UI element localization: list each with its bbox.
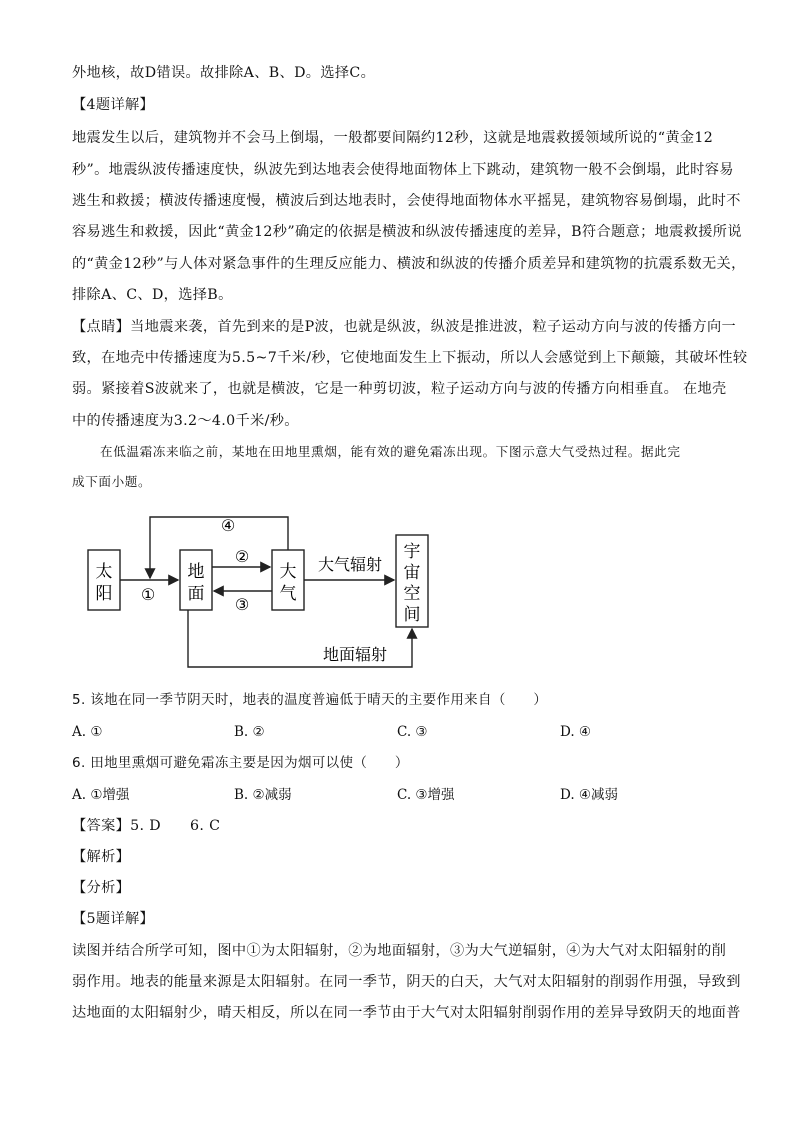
question-6-option-d[interactable]: D. ④减弱 <box>560 787 619 803</box>
question-5-option-c[interactable]: C. ③ <box>397 724 428 740</box>
detail-5-line-1: 读图并结合所学可知，图中①为太阳辐射，②为地面辐射，③为大气逆辐射，④为大气对太阳辐射的削 <box>72 943 727 959</box>
ground-radiation-label: 地面辐射 <box>322 645 388 664</box>
answer-line <box>72 816 722 836</box>
answer-value: 5. D 6. C <box>130 818 221 834</box>
tip-line-4: 中的传播速度为3.2～4.0千米/秒。 <box>72 413 299 429</box>
ground-label-2: 面 <box>187 584 205 604</box>
space-label-2: 宙 <box>403 563 421 583</box>
analysis-heading: 【解析】 <box>72 849 131 865</box>
atmosphere-heating-diagram <box>80 505 440 675</box>
ground-label-1: 地 <box>187 562 205 582</box>
label-3: ③ <box>234 595 250 614</box>
passage-line-2: 成下面小题。 <box>72 474 152 489</box>
question-6-option-c[interactable]: C. ③增强 <box>397 787 455 803</box>
text-line-8: 排除A、C、D，选择B。 <box>72 287 233 303</box>
text-line-1: 外地核，故D错误。故排除A、B、D。选择C。 <box>72 65 376 81</box>
section-heading-q5: 【5题详解】 <box>72 911 155 927</box>
detail-5-line-2: 弱作用。地表的能量来源是太阳辐射。在同一季节，阴天的白天，大气对太阳辐射的削弱作用强，导致到 <box>72 974 741 990</box>
tip-line-3: 弱。紧接着S波就来了，也就是横波，它是一种剪切波，粒子运动方向与波的传播方向相垂直。 在地壳 <box>72 381 727 397</box>
analysis-subheading: 【分析】 <box>72 880 131 896</box>
text-line-4: 秒”。地震纵波传播速度快，纵波先到达地表会使得地面物体上下跳动，建筑物一般不会倒塌，此时容易 <box>72 162 734 178</box>
space-label-3: 空 <box>403 584 421 604</box>
question-6-option-a[interactable]: A. ①增强 <box>72 787 130 803</box>
atmosphere-radiation-label: 大气辐射 <box>317 555 383 574</box>
question-5-stem: 5. 该地在同一季节阴天时，地表的温度普遍低于晴天的主要作用来自（ ） <box>72 692 548 708</box>
atmosphere-label-2: 气 <box>279 584 297 604</box>
answer-label: 【答案】 <box>72 818 131 834</box>
sun-label-2: 阳 <box>95 584 113 604</box>
atmosphere-label-1: 大 <box>279 562 297 582</box>
section-heading-q4: 【4题详解】 <box>72 97 155 113</box>
space-label-4: 间 <box>403 605 421 625</box>
passage-line-1: 在低温霜冻来临之前，某地在田地里熏烟，能有效的避免霜冻出现。下图示意大气受热过程。据此完 <box>100 444 681 459</box>
sun-label-1: 太 <box>95 562 113 582</box>
arrow-atmosphere-weakening <box>150 517 288 578</box>
label-4: ④ <box>220 516 236 535</box>
question-5-option-b[interactable]: B. ② <box>234 724 265 740</box>
label-2: ② <box>234 547 250 566</box>
question-5-option-a[interactable]: A. ① <box>72 724 103 740</box>
detail-5-line-3: 达地面的太阳辐射少，晴天相反，所以在同一季节由于大气对太阳辐射削弱作用的差异导致阴天的地面普 <box>72 1005 741 1021</box>
space-label-1: 宇 <box>403 542 421 562</box>
question-6-option-b[interactable]: B. ②减弱 <box>234 787 292 803</box>
text-line-3: 地震发生以后，建筑物并不会马上倒塌，一般都要间隔约12秒，这就是地震救援领域所说的“黄金12 <box>72 130 714 146</box>
tip-line-1: 【点睛】当地震来袭，首先到来的是P波，也就是纵波，纵波是推进波，粒子运动方向与波的传播方向一 <box>72 319 737 335</box>
text-line-6: 容易逃生和救援，因此“黄金12秒”确定的依据是横波和纵波传播速度的差异，B符合题意；地震救援所说 <box>72 224 742 240</box>
text-line-7: 的“黄金12秒”与人体对紧急事件的生理反应能力、横波和纵波的传播介质差异和建筑物的抗震系数无关， <box>72 256 746 272</box>
question-5-option-d[interactable]: D. ④ <box>560 724 592 740</box>
label-1: ① <box>140 585 156 604</box>
tip-line-2: 致，在地壳中传播速度为5.5~7千米/秒，它使地面发生上下振动，所以人会感觉到上下颠簸，其破坏性较 <box>72 350 748 366</box>
text-line-5: 逃生和救援；横波传播速度慢，横波后到达地表时，会使得地面物体水平摇晃，建筑物容易倒塌，此时不 <box>72 193 741 209</box>
question-6-stem: 6. 田地里熏烟可避免霜冻主要是因为烟可以使（ ） <box>72 755 409 771</box>
